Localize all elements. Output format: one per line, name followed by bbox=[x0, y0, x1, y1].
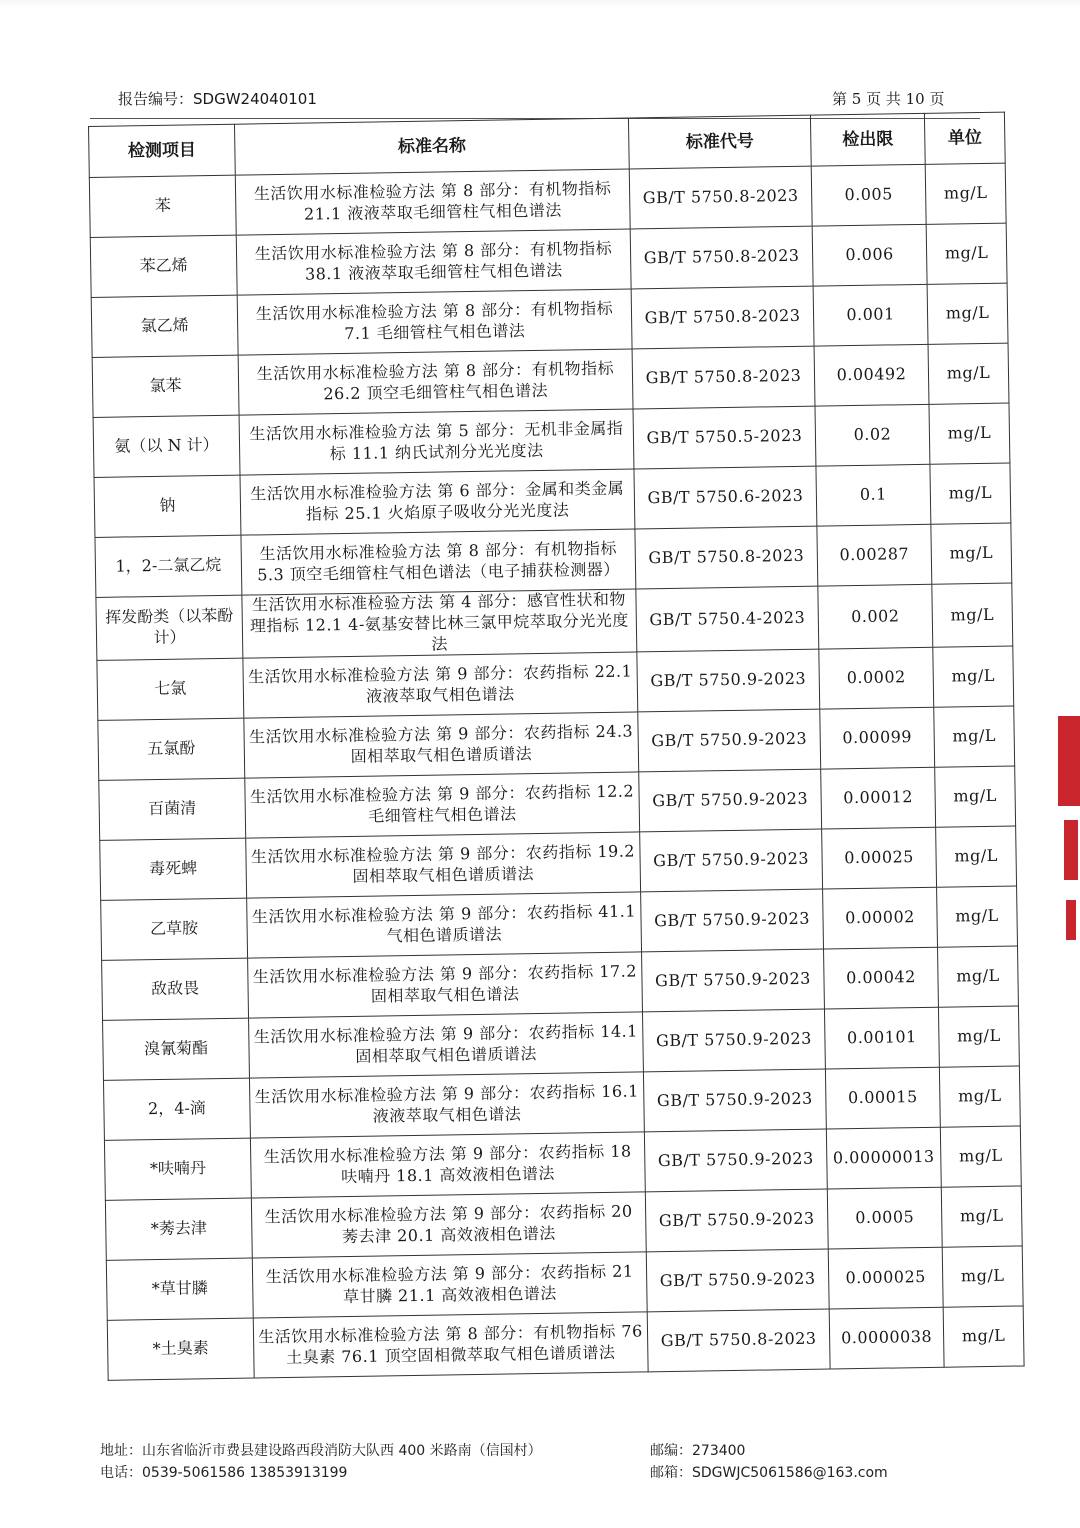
unit-cell: mg/L bbox=[931, 523, 1012, 584]
unit-cell: mg/L bbox=[938, 946, 1019, 1007]
standard-code-cell: GB/T 5750.9-2023 bbox=[641, 889, 824, 952]
standard-name-cell: 生活饮用水标准检验方法 第 8 部分：有机物指标 5.3 顶空毛细管柱气相色谱法（电子捕获检测器） bbox=[241, 529, 636, 595]
standard-name-cell: 生活饮用水标准检验方法 第 4 部分：感官性状和物理指标 12.1 4-氨基安替比林三氯甲烷萃取分光光度法 bbox=[242, 589, 637, 659]
unit-cell: mg/L bbox=[925, 163, 1006, 224]
item-cell: 百菌清 bbox=[99, 779, 246, 841]
detection-limit-cell: 0.005 bbox=[811, 164, 926, 226]
standard-code-cell: GB/T 5750.9-2023 bbox=[643, 1069, 826, 1132]
unit-cell: mg/L bbox=[940, 1126, 1021, 1187]
detection-limit-cell: 0.0005 bbox=[827, 1188, 942, 1250]
unit-cell: mg/L bbox=[927, 283, 1008, 344]
detection-limit-cell: 0.02 bbox=[815, 404, 930, 466]
item-cell: 溴氰菊酯 bbox=[103, 1018, 250, 1080]
standard-name-cell: 生活饮用水标准检验方法 第 9 部分：农药指标 21 草甘膦 21.1 高效液相色谱法 bbox=[252, 1252, 647, 1318]
standard-name-cell: 生活饮用水标准检验方法 第 9 部分：农药指标 17.2 固相萃取气相色谱法 bbox=[248, 952, 643, 1018]
red-seal-fragment bbox=[1058, 716, 1080, 806]
standard-code-cell: GB/T 5750.9-2023 bbox=[645, 1189, 828, 1252]
report-number: 报告编号：SDGW24040101 bbox=[118, 90, 317, 108]
footer-postcode: 邮编：273400 bbox=[650, 1443, 746, 1459]
standard-code-cell: GB/T 5750.9-2023 bbox=[642, 949, 825, 1012]
standard-code-cell: GB/T 5750.9-2023 bbox=[638, 709, 821, 772]
item-cell: *呋喃丹 bbox=[104, 1138, 251, 1200]
unit-cell: mg/L bbox=[928, 343, 1009, 404]
standard-name-cell: 生活饮用水标准检验方法 第 9 部分：农药指标 12.2 毛细管柱气相色谱法 bbox=[245, 772, 640, 838]
footer-address: 地址：山东省临沂市费县建设路西段消防大队西 400 米路南（信国村） bbox=[100, 1443, 542, 1459]
standard-name-cell: 生活饮用水标准检验方法 第 9 部分：农药指标 20 莠去津 20.1 高效液相色谱法 bbox=[251, 1192, 646, 1258]
item-cell: 氯苯 bbox=[92, 355, 239, 417]
item-cell: *土臭素 bbox=[107, 1318, 254, 1380]
detection-limit-cell: 0.00492 bbox=[814, 344, 929, 406]
standard-name-cell: 生活饮用水标准检验方法 第 9 部分：农药指标 24.3 固相萃取气相色谱质谱法 bbox=[244, 712, 639, 778]
item-cell: 氨（以 N 计） bbox=[93, 415, 240, 477]
standard-code-cell: GB/T 5750.8-2023 bbox=[630, 226, 813, 289]
page-indicator: 第 5 页 共 10 页 bbox=[832, 90, 945, 108]
standard-name-cell: 生活饮用水标准检验方法 第 5 部分：无机非金属指标 11.1 纳氏试剂分光光度法 bbox=[239, 409, 634, 475]
standard-name-cell: 生活饮用水标准检验方法 第 8 部分：有机物指标 7.1 毛细管柱气相色谱法 bbox=[237, 289, 632, 355]
unit-cell: mg/L bbox=[929, 403, 1010, 464]
unit-cell: mg/L bbox=[936, 826, 1017, 887]
item-cell: 1，2-二氯乙烷 bbox=[95, 535, 242, 597]
standard-name-cell: 生活饮用水标准检验方法 第 9 部分：农药指标 14.1 固相萃取气相色谱质谱法 bbox=[249, 1012, 644, 1078]
standard-code-cell: GB/T 5750.8-2023 bbox=[635, 526, 818, 589]
item-cell: *草甘膦 bbox=[106, 1258, 253, 1320]
detection-limit-cell: 0.006 bbox=[812, 224, 927, 286]
unit-cell: mg/L bbox=[933, 646, 1014, 707]
unit-cell: mg/L bbox=[938, 1006, 1019, 1067]
detection-limit-cell: 0.00287 bbox=[817, 524, 932, 586]
standard-code-cell: GB/T 5750.9-2023 bbox=[640, 829, 823, 892]
standard-code-cell: GB/T 5750.4-2023 bbox=[636, 586, 819, 652]
item-cell: 挥发酚类（以苯酚计） bbox=[96, 595, 243, 661]
detection-limit-cell: 0.00101 bbox=[824, 1008, 939, 1070]
detection-limit-cell: 0.00015 bbox=[825, 1068, 940, 1130]
detection-limit-cell: 0.001 bbox=[813, 284, 928, 346]
item-cell: 氯乙烯 bbox=[91, 295, 238, 357]
standard-code-cell: GB/T 5750.9-2023 bbox=[644, 1129, 827, 1192]
standard-code-cell: GB/T 5750.9-2023 bbox=[642, 1009, 825, 1072]
col-header-detection-limit: 检出限 bbox=[810, 113, 925, 166]
standard-name-cell: 生活饮用水标准检验方法 第 9 部分：农药指标 18 呋喃丹 18.1 高效液相色谱法 bbox=[250, 1132, 645, 1198]
detection-limit-cell: 0.000025 bbox=[828, 1248, 943, 1310]
item-cell: 五氯酚 bbox=[98, 719, 245, 781]
detection-limit-cell: 0.002 bbox=[818, 584, 933, 649]
detection-limit-cell: 0.00000013 bbox=[826, 1128, 941, 1190]
unit-cell: mg/L bbox=[939, 1066, 1020, 1127]
standard-name-cell: 生活饮用水标准检验方法 第 8 部分：有机物指标 38.1 液液萃取毛细管柱气相色谱法 bbox=[236, 229, 631, 295]
standard-name-cell: 生活饮用水标准检验方法 第 9 部分：农药指标 41.1 气相色谱质谱法 bbox=[247, 892, 642, 958]
standard-name-cell: 生活饮用水标准检验方法 第 9 部分：农药指标 19.2 固相萃取气相色谱质谱法 bbox=[246, 832, 641, 898]
unit-cell: mg/L bbox=[943, 1306, 1024, 1367]
footer-email: 邮箱：SDGWJC5061586@163.com bbox=[650, 1465, 888, 1481]
unit-cell: mg/L bbox=[934, 706, 1015, 767]
col-header-unit: 单位 bbox=[924, 112, 1005, 164]
detection-limit-cell: 0.00012 bbox=[821, 768, 936, 830]
standard-code-cell: GB/T 5750.9-2023 bbox=[646, 1249, 829, 1312]
detection-limit-cell: 0.00099 bbox=[820, 708, 935, 770]
item-cell: 苯 bbox=[89, 175, 236, 237]
unit-cell: mg/L bbox=[935, 766, 1016, 827]
standard-code-cell: GB/T 5750.6-2023 bbox=[634, 466, 817, 529]
detection-limit-cell: 0.0000038 bbox=[829, 1308, 944, 1370]
standard-code-cell: GB/T 5750.9-2023 bbox=[637, 649, 820, 712]
standard-code-cell: GB/T 5750.8-2023 bbox=[647, 1309, 830, 1372]
item-cell: 敌敌畏 bbox=[102, 958, 249, 1020]
col-header-item: 检测项目 bbox=[89, 124, 236, 177]
standard-code-cell: GB/T 5750.8-2023 bbox=[631, 286, 814, 349]
standard-name-cell: 生活饮用水标准检验方法 第 8 部分：有机物指标 76 土臭素 76.1 顶空固相微萃取气相色谱质谱法 bbox=[253, 1312, 648, 1378]
unit-cell: mg/L bbox=[932, 583, 1013, 648]
standard-code-cell: GB/T 5750.8-2023 bbox=[632, 346, 815, 409]
standard-code-cell: GB/T 5750.8-2023 bbox=[629, 166, 812, 229]
unit-cell: mg/L bbox=[942, 1246, 1023, 1307]
unit-cell: mg/L bbox=[926, 223, 1007, 284]
item-cell: 乙草胺 bbox=[101, 898, 248, 960]
standard-name-cell: 生活饮用水标准检验方法 第 9 部分：农药指标 16.1 液液萃取气相色谱法 bbox=[249, 1072, 644, 1138]
item-cell: 钠 bbox=[94, 475, 241, 537]
detection-limit-cell: 0.00002 bbox=[823, 888, 938, 950]
item-cell: 七氯 bbox=[97, 659, 244, 721]
red-seal-fragment bbox=[1064, 820, 1078, 880]
test-standards-table bbox=[88, 112, 1025, 1382]
detection-limit-cell: 0.00042 bbox=[824, 948, 939, 1010]
standard-name-cell: 生活饮用水标准检验方法 第 8 部分：有机物指标 26.2 顶空毛细管柱气相色谱法 bbox=[238, 349, 633, 415]
standard-name-cell: 生活饮用水标准检验方法 第 9 部分：农药指标 22.1 液液萃取气相色谱法 bbox=[243, 652, 638, 718]
col-header-standard-name: 标准名称 bbox=[234, 118, 629, 175]
item-cell: *莠去津 bbox=[105, 1198, 252, 1260]
item-cell: 毒死蜱 bbox=[100, 839, 247, 901]
standard-code-cell: GB/T 5750.5-2023 bbox=[633, 406, 816, 469]
item-cell: 苯乙烯 bbox=[90, 235, 237, 297]
col-header-standard-code: 标准代号 bbox=[628, 115, 811, 169]
standard-name-cell: 生活饮用水标准检验方法 第 6 部分：金属和类金属指标 25.1 火焰原子吸收分光光度法 bbox=[240, 469, 635, 535]
detection-limit-cell: 0.1 bbox=[816, 464, 931, 526]
red-seal-fragment bbox=[1066, 900, 1076, 940]
standard-name-cell: 生活饮用水标准检验方法 第 8 部分：有机物指标 21.1 液液萃取毛细管柱气相色谱法 bbox=[235, 169, 630, 235]
table-body bbox=[89, 163, 1024, 1381]
footer-phone: 电话：0539-5061586 13853913199 bbox=[100, 1465, 348, 1481]
unit-cell: mg/L bbox=[930, 463, 1011, 524]
item-cell: 2，4-滴 bbox=[103, 1078, 250, 1140]
unit-cell: mg/L bbox=[937, 886, 1018, 947]
unit-cell: mg/L bbox=[941, 1186, 1022, 1247]
standard-code-cell: GB/T 5750.9-2023 bbox=[639, 769, 822, 832]
detection-limit-cell: 0.0002 bbox=[819, 648, 934, 710]
detection-limit-cell: 0.00025 bbox=[822, 828, 937, 890]
